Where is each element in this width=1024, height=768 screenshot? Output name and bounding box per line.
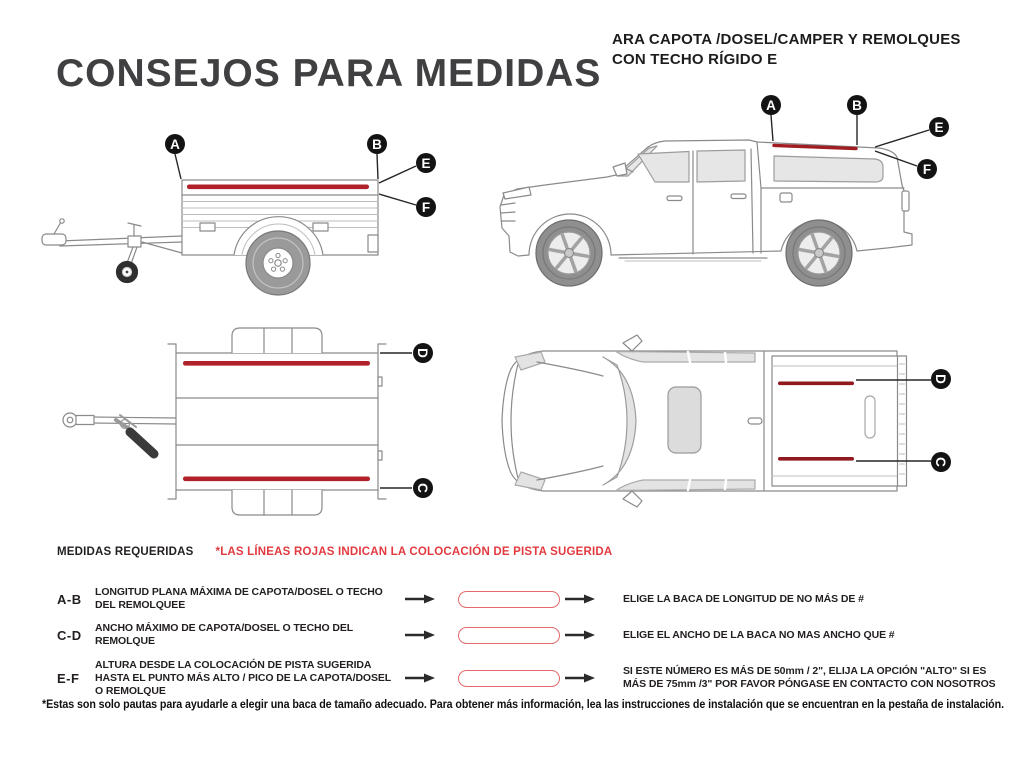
suggested-track-line-top [778, 382, 854, 386]
truck-rear-wheel [786, 220, 852, 286]
truck-top-art [502, 335, 907, 507]
arrow-right-icon [405, 673, 435, 683]
label-d: D [933, 374, 949, 384]
label-e: E [421, 155, 431, 171]
trailer-top-view-diagram [30, 320, 470, 520]
arrow-right-icon [565, 673, 595, 683]
truck-front-wheel [536, 220, 602, 286]
label-f: F [421, 199, 431, 215]
row-description: ANCHO MÁXIMO DE CAPOTA/DOSEL O TECHO DEL REMOLQUE [95, 622, 353, 648]
trailer-top-art [63, 328, 386, 515]
row-instruction: SI ESTE NÚMERO ES MÁS DE 50mm / 2", ELIJA LA OPCIÓN "ALTO" SI ES MÁS DE 75mm /3" POR FAVOR PÓNGASE EN CONTACTO CON NOSOTROS [623, 665, 996, 691]
row-instruction: ELIGE LA BACA DE LONGITUD DE NO MÁS DE # [623, 592, 864, 605]
label-c: C [415, 483, 431, 493]
trailer-top-labels [380, 343, 433, 498]
red-lines-note: *LAS LÍNEAS ROJAS INDICAN LA COLOCACIÓN DE PISTA SUGERIDA [215, 546, 613, 558]
measurement-rows [57, 586, 1009, 698]
measurement-value-box [458, 670, 560, 687]
label-b: B [852, 97, 862, 113]
arrow-right-icon [565, 630, 595, 640]
label-f: F [922, 161, 932, 177]
label-e: E [934, 119, 944, 135]
truck-side-art [500, 140, 912, 286]
row-description: LONGITUD PLANA MÁXIMA DE CAPOTA/DOSEL O TECHO DEL REMOLQUEE [95, 586, 383, 612]
row-description: ALTURA DESDE LA COLOCACIÓN DE PISTA SUGERIDA HASTA EL PUNTO MÁS ALTO / PICO DE LA CAPOTA/DOSEL O REMOLQUE [95, 658, 391, 697]
row-id: E-F [57, 670, 80, 686]
label-a: A [766, 97, 776, 113]
measurements-heading [57, 546, 612, 558]
footer-note: *Estas son solo pautas para ayudarle a elegir una baca de tamaño adecuado. Para obtener más información, lea las instrucciones de instalación que se encuentran en la pestaña de instalación. [42, 699, 1004, 711]
trailer-side-view-diagram [30, 95, 470, 315]
measurements-heading-label: MEDIDAS REQUERIDAS [57, 546, 194, 558]
measurement-row-ab [57, 586, 1009, 612]
truck-side-view-diagram [485, 85, 975, 300]
truck-top-view-diagram [485, 330, 975, 530]
arrow-right-icon [565, 594, 595, 604]
trailer-side-art [42, 180, 378, 295]
arrow-right-icon [405, 630, 435, 640]
suggested-track-line-bottom [778, 457, 854, 461]
measurement-row-ef [57, 659, 1009, 698]
page-subtitle [612, 30, 961, 70]
label-d: D [415, 348, 431, 358]
suggested-track-line-top [183, 361, 370, 366]
suggested-track-line [187, 185, 369, 190]
measurement-value-box [458, 627, 560, 644]
page-subtitle-line2: CON TECHO RÍGIDO E [612, 51, 778, 68]
page-title: CONSEJOS PARA MEDIDAS [56, 52, 602, 96]
measurement-value-box [458, 591, 560, 608]
row-id: A-B [57, 591, 82, 607]
suggested-track-line-bottom [183, 477, 370, 482]
label-a: A [170, 136, 180, 152]
sunroof [668, 387, 701, 453]
label-b: B [372, 136, 382, 152]
row-instruction: ELIGE EL ANCHO DE LA BACA NO MAS ANCHO QUE # [623, 628, 895, 641]
row-id: C-D [57, 627, 82, 643]
jockey-handle [130, 432, 154, 454]
label-c: C [933, 457, 949, 467]
arrow-right-icon [405, 594, 435, 604]
page-subtitle-line1: ARA CAPOTA /DOSEL/CAMPER Y REMOLQUES [612, 31, 961, 48]
measurement-row-cd [57, 622, 1009, 648]
